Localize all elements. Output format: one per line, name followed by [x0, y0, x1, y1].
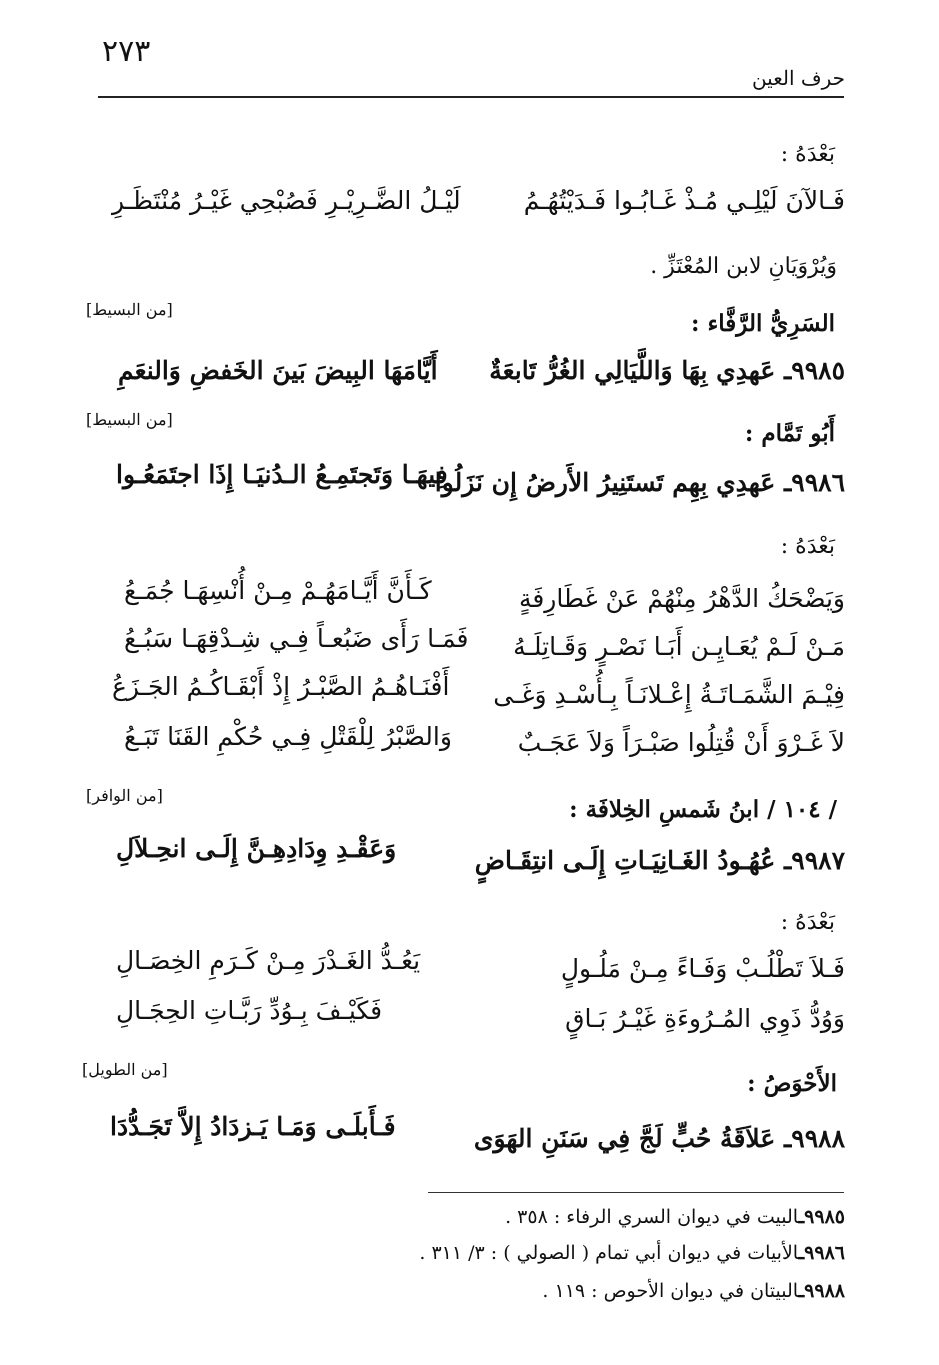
poet-name: السَرِيُّ الرَّفَّاء :: [690, 310, 835, 337]
verse-9987-right: ٩٩٨٧ـ عُهُـودُ الغَـانِيَـاتِ إِلَـى انتِقَـاضٍ: [474, 846, 845, 875]
verse-9985-right: ٩٩٨٥ـ عَهدِي بِهَا وَاللَّيَالِي الغُرُّ تَابعَةٌ: [489, 356, 845, 385]
verse-hemistich-right: وَيَضْحَكُ الدَّهْرُ مِنْهُمْ عَنْ غَطَارِفَةٍ: [518, 584, 845, 613]
verse-9988-left: فَـأَبلَـى وَمَـا يَـزدَادُ إِلاَّ تَجَـدُّدَا: [110, 1112, 396, 1141]
footnote-rule: [428, 1192, 844, 1193]
footnote-text: الأبيات في ديوان أبي تمام ( الصولي ) : ٣/ ٣١١ .: [419, 1242, 799, 1264]
meter-label: [من البسيط]: [86, 410, 173, 429]
poet-name: / ١٠٤ / ابنُ شَمسِ الخِلافَة :: [569, 796, 837, 823]
footnote-number: ٩٩٨٨ـ: [798, 1280, 845, 1302]
verse-hemistich-left: أَفْنَـاهُـمُ الصَّبْـرُ إِذْ أَبْقَـاكُـمُ الجَـزَعُ: [112, 672, 450, 701]
header-rule: [98, 96, 844, 98]
running-head: حرف العين: [751, 66, 845, 90]
verse-hemistich-right: فَـالآنَ لَيْلِـي مُـذْ غَـابُـوا فَـدَيْتُهُـمُ: [523, 186, 845, 215]
verse-hemistich-left: وَالصَّبْرُ لِلْقَتْلِ فِـي حُكْمِ القَنَا تَبَـعُ: [124, 722, 452, 751]
poet-name: أَبُو تَمَّام :: [744, 420, 835, 447]
footnote-number: ٩٩٨٥ـ: [798, 1206, 845, 1228]
verse-9985-left: أَيَّامَهَا البِيضَ بَينَ الخَفضِ وَالنعَمِ: [118, 356, 438, 385]
meter-label: [من البسيط]: [86, 300, 173, 319]
section-label-after: بَعْدَهُ :: [780, 910, 835, 935]
verse-9986-right: ٩٩٨٦ـ عَهدِي بِهِم تَستَنِيرُ الأَرضُ إِن نَزَلُوا: [434, 468, 845, 497]
attribution-note: وَيُرْوَيَانِ لابن المُعْتَزِّ .: [650, 254, 837, 279]
section-label-after: بَعْدَهُ :: [780, 142, 835, 167]
footnote: [419, 1242, 845, 1264]
verse-hemistich-left: فَكَيْـفَ بِـوُدِّ رَبَّـاتِ الحِجَـالِ: [116, 996, 383, 1025]
verse-hemistich-right: مَـنْ لَـمْ يُعَـايِـن أَبَـا نَصْـرٍ وَقَـاتِلَـهُ: [513, 632, 845, 661]
verse-hemistich-right: فِيْـمَ الشَّمَـاتَـةُ إِعْـلانَـاً بِـأُسْـدِ وَغَـى: [493, 680, 845, 709]
page-number: ٢٧٣: [102, 34, 151, 69]
poet-name: الأَحْوَصُ :: [747, 1070, 837, 1097]
verse-9988-right: ٩٩٨٨ـ عَلاَقَةُ حُبٍّ لَجَّ فِي سَنَنِ الهَوَى: [473, 1124, 845, 1153]
verse-hemistich-left: يَعُـدُّ الغَـدْرَ مِـنْ كَـرَمِ الخِصَـالِ: [116, 946, 421, 975]
verse-hemistich-right: لاَ غَـرْوَ أَنْ قُتِلُوا صَبْـرَاً وَلاَ عَجَـبٌ: [517, 728, 845, 757]
verse-9986-left: فِيهَـا وَتَجتَمِـعُ الـدُنيَـا إِذَا اجتَمَعُـوا: [116, 460, 448, 489]
footnote-number: ٩٩٨٦ـ: [798, 1242, 845, 1264]
footnote-text: البيت في ديوان السري الرفاء : ٣٥٨ .: [505, 1206, 799, 1228]
footnote: [505, 1206, 845, 1228]
verse-hemistich-right: فَـلاَ تَطْلُـبْ وَفَـاءً مِـنْ مَلُـولٍ: [560, 954, 845, 983]
meter-label: [من الوافر]: [86, 786, 163, 805]
verse-hemistich-left: كَـأَنَّ أَيَّـامَهُـمْ مِـنْ أُنْسِهَـا جُمَـعُ: [124, 576, 432, 605]
meter-label: [من الطويل]: [82, 1060, 168, 1079]
verse-hemistich-left: لَيْـلُ الضَّـرِيْـرِ فَصُبْحِي غَيْـرُ مُنْتَظَـرِ: [112, 186, 461, 215]
verse-hemistich-left: فَمَـا رَأَى ضَبُعـاً فِـي شِـدْقِهَـا سَبُـعُ: [124, 624, 469, 653]
section-label-after: بَعْدَهُ :: [780, 534, 835, 559]
verse-9987-left: وَعَقْـدِ وِدَادِهِـنَّ إِلَـى انحِـلاَلِ: [116, 834, 397, 863]
verse-hemistich-right: وَوُدُّ ذَوِي المُـرُوءَةِ غَيْـرُ بَـاقٍ: [565, 1004, 845, 1033]
footnote: [542, 1280, 845, 1302]
footnote-text: البيتان في ديوان الأحوص : ١١٩ .: [542, 1280, 799, 1302]
